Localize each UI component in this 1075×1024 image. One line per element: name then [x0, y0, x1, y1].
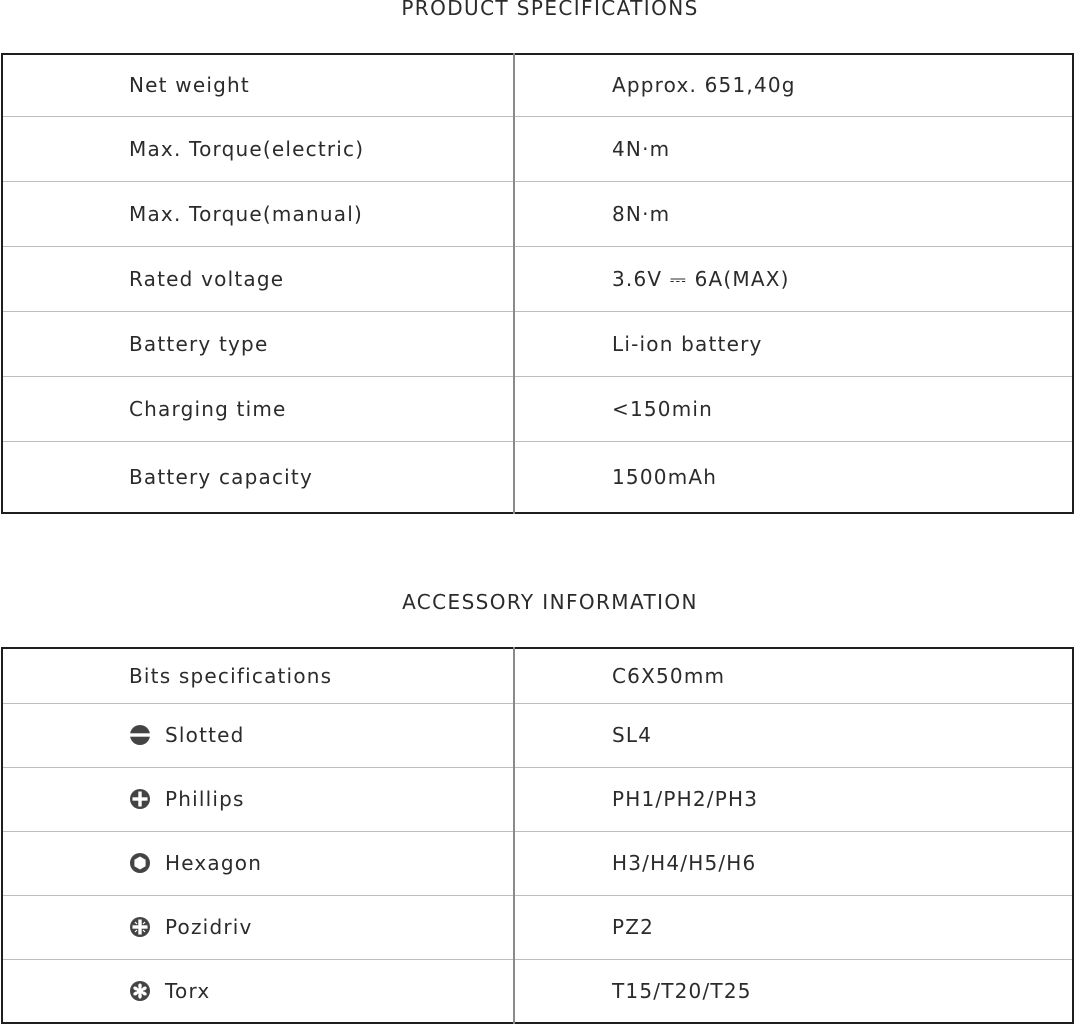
- spec-label: Battery type: [2, 311, 514, 376]
- table-row: [2, 895, 1073, 959]
- accessory-value: PH1/PH2/PH3: [514, 767, 1073, 831]
- table-row: [2, 376, 1073, 441]
- spec-label: Max. Torque(electric): [2, 116, 514, 181]
- table-row: [2, 441, 1073, 513]
- table-row: [2, 703, 1073, 767]
- spec-value: 1500mAh: [514, 441, 1073, 513]
- table-row: [2, 767, 1073, 831]
- spec-value: 4N·m: [514, 116, 1073, 181]
- table-row: [2, 116, 1073, 181]
- accessory-label-cell: [2, 831, 514, 895]
- spec-value: 3.6V ⎓ 6A(MAX): [514, 246, 1073, 311]
- phillips-icon: [129, 788, 151, 810]
- spec-label: Max. Torque(manual): [2, 181, 514, 246]
- table-row: [2, 181, 1073, 246]
- table-row: [2, 311, 1073, 376]
- spec-value: 8N·m: [514, 181, 1073, 246]
- table-row: [2, 831, 1073, 895]
- accessory-information-title: ACCESSORY INFORMATION: [402, 590, 698, 614]
- spec-label: Battery capacity: [2, 441, 514, 513]
- spec-value: <150min: [514, 376, 1073, 441]
- table-row: [2, 54, 1073, 116]
- accessory-label: Slotted: [165, 723, 245, 747]
- hexagon-icon: [129, 852, 151, 874]
- spec-label: Net weight: [2, 54, 514, 116]
- accessory-label-cell: [2, 959, 514, 1023]
- pozidriv-icon: [129, 916, 151, 938]
- table-row: [2, 648, 1073, 703]
- accessory-value: H3/H4/H5/H6: [514, 831, 1073, 895]
- accessory-value: T15/T20/T25: [514, 959, 1073, 1023]
- product-specifications-table: [1, 53, 1074, 514]
- accessory-value: SL4: [514, 703, 1073, 767]
- accessory-label-cell: [2, 895, 514, 959]
- accessory-label: Bits specifications: [2, 648, 514, 703]
- accessory-label-cell: [2, 703, 514, 767]
- spec-value: Approx. 651,40g: [612, 73, 796, 98]
- spec-value: Li-ion battery: [514, 311, 1073, 376]
- table-row: [2, 959, 1073, 1023]
- spec-label: Charging time: [2, 376, 514, 441]
- accessory-label: Phillips: [165, 787, 245, 811]
- product-specifications-title: PRODUCT SPECIFICATIONS: [401, 0, 699, 20]
- torx-icon: [129, 980, 151, 1002]
- accessory-value: PZ2: [514, 895, 1073, 959]
- accessory-information-table: [1, 647, 1074, 1024]
- slotted-icon: [129, 724, 151, 746]
- accessory-label: Torx: [165, 978, 211, 1003]
- accessory-label: Pozidriv: [165, 915, 253, 939]
- accessory-label-cell: [2, 767, 514, 831]
- accessory-value: C6X50mm: [612, 663, 726, 688]
- spec-label: Rated voltage: [2, 246, 514, 311]
- table-row: [2, 246, 1073, 311]
- accessory-label: Hexagon: [165, 851, 263, 875]
